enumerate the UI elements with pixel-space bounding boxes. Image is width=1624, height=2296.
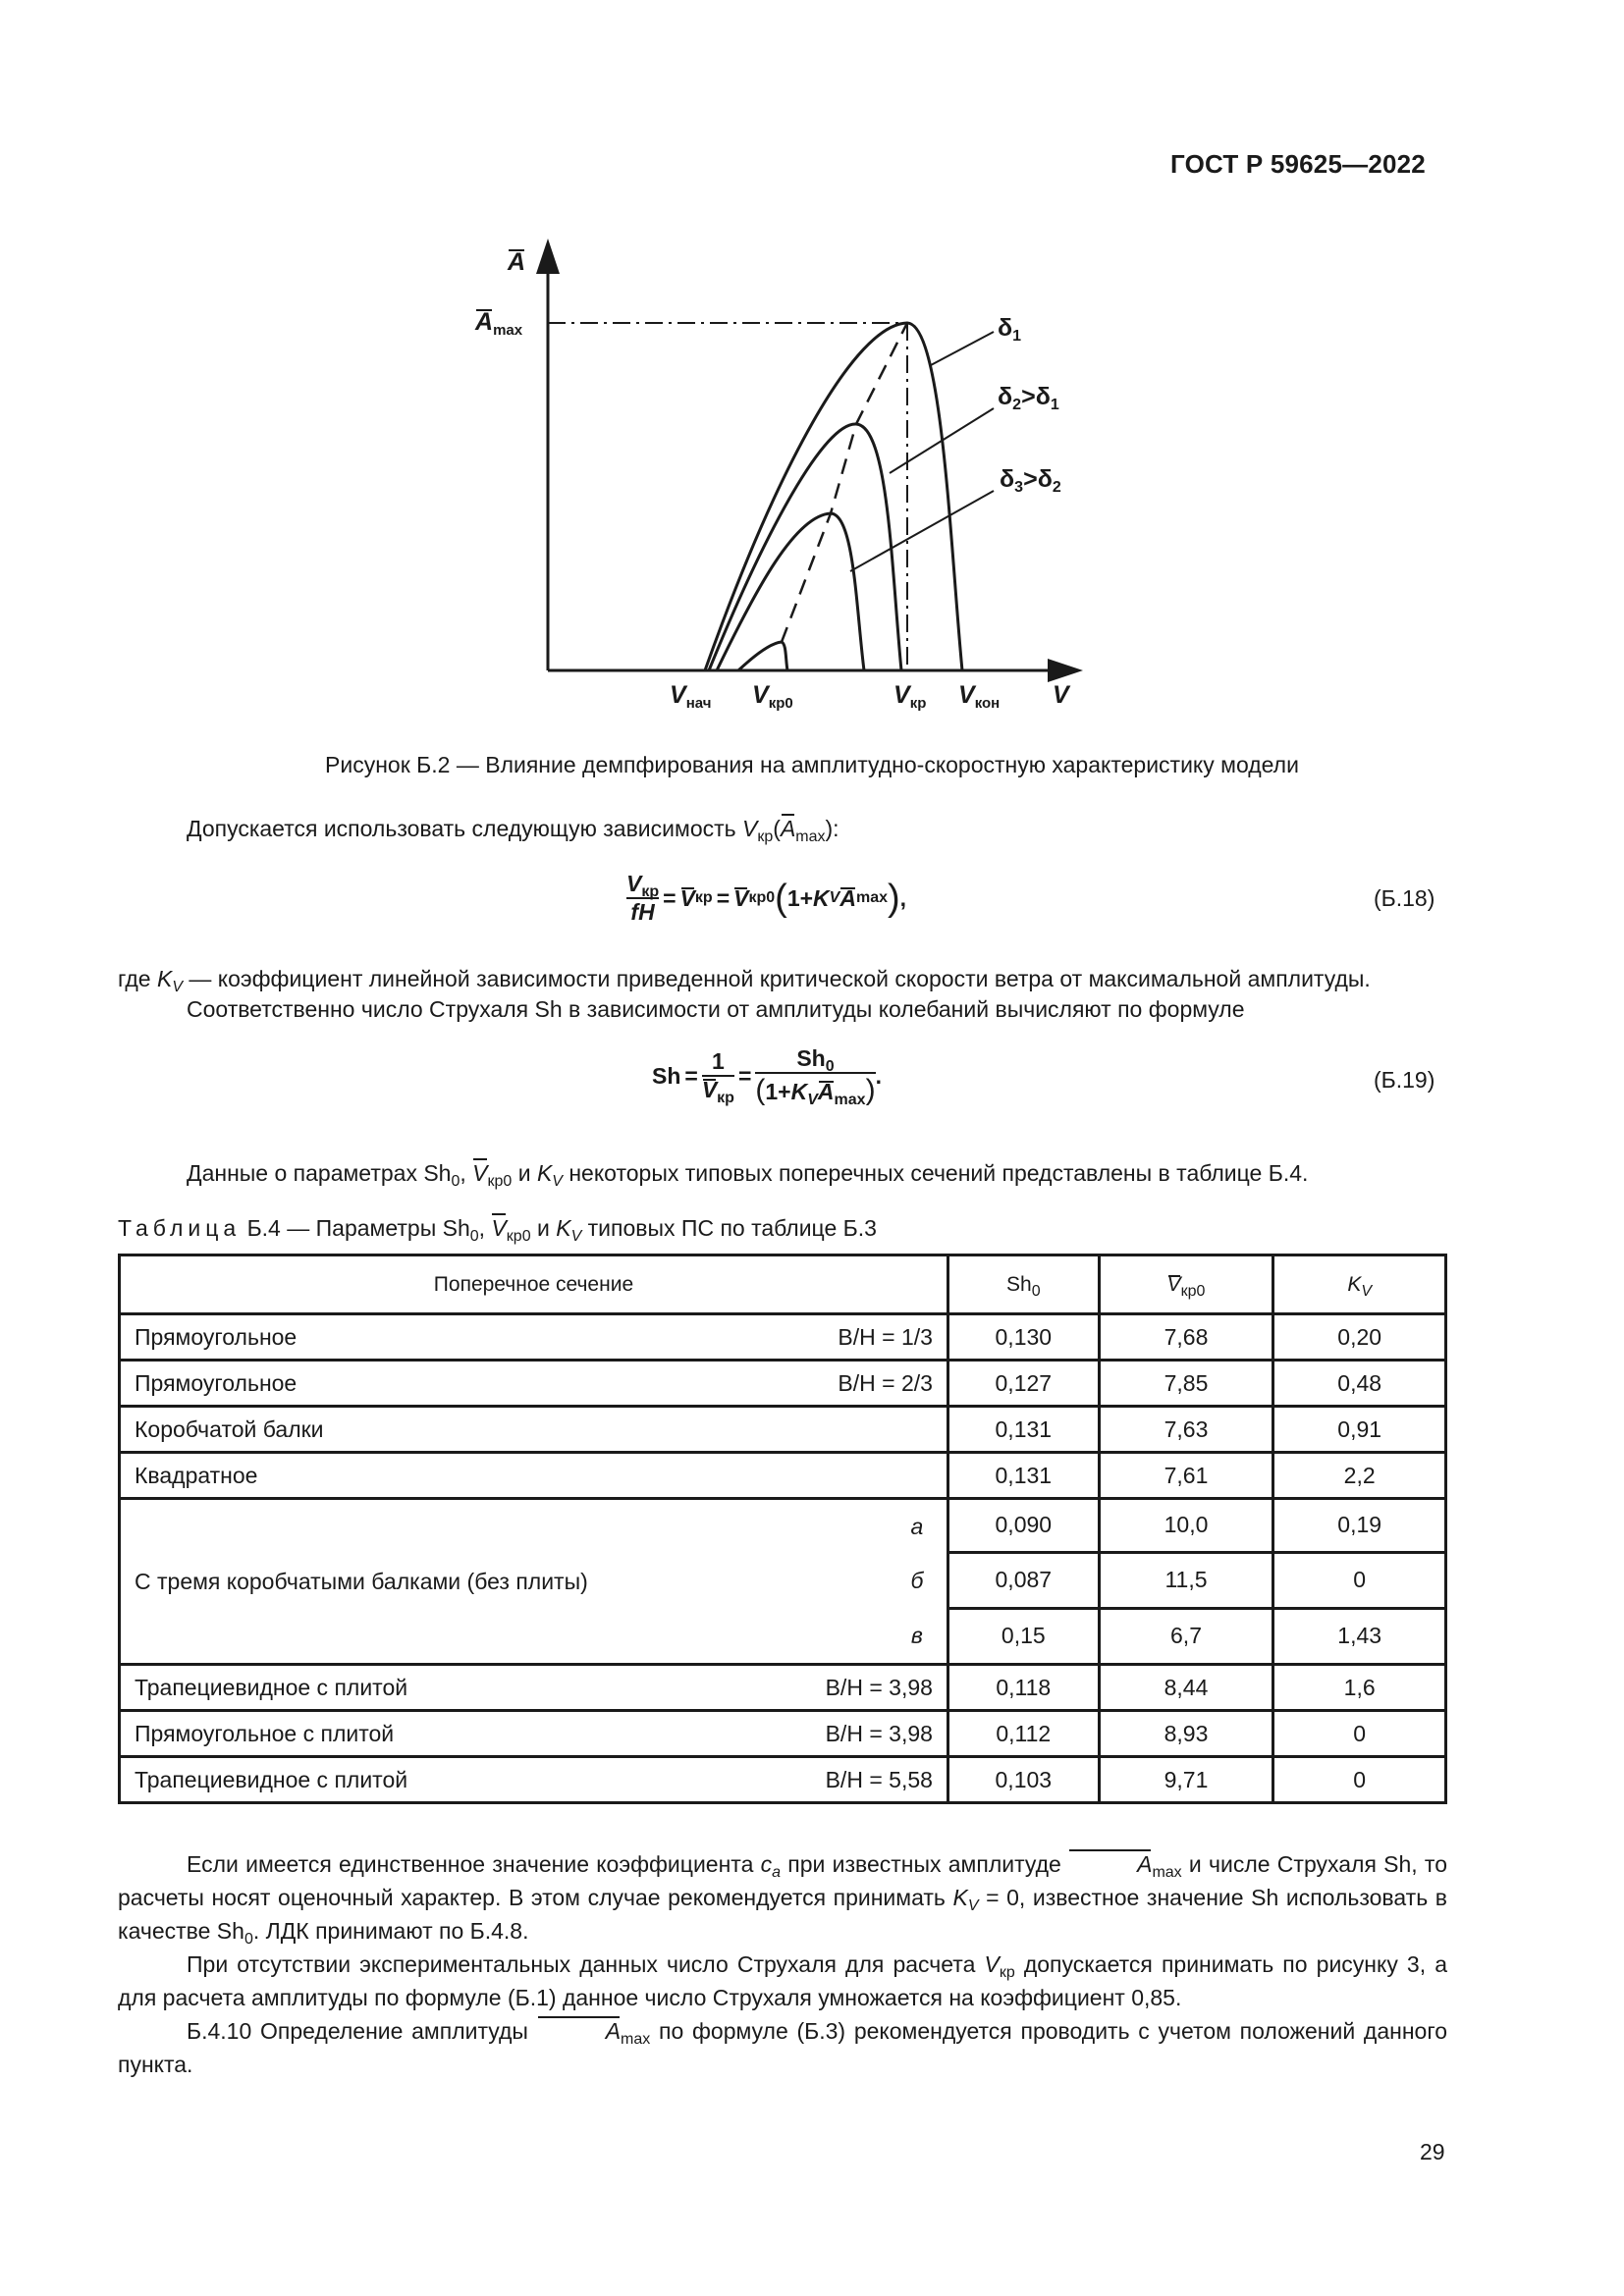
x-tick-v-start: $V_{нач}$	[670, 681, 712, 712]
curve-label-delta2: $\delta_2>\delta_1$	[998, 383, 1059, 413]
x-tick-v-kr0: $V_{кр0}$	[752, 681, 793, 712]
cell-kv: 0	[1273, 1711, 1446, 1757]
table-header-row	[120, 1255, 1446, 1314]
cell-sh0: 0,131	[947, 1407, 1099, 1453]
x-axis-label: V	[1053, 681, 1069, 709]
cell-sh0: 0,090	[947, 1499, 1099, 1553]
paragraph-dependency-intro: Допускается использовать следующую зависимость $V_{кр}(A_{max})$:	[187, 812, 839, 845]
subrow-label: б	[910, 1567, 924, 1593]
cell-kv: 0,91	[1273, 1407, 1446, 1453]
cell-sh0: 0,15	[947, 1608, 1099, 1664]
curve-label-delta3: $\delta_3>\delta_2$	[1000, 465, 1061, 496]
cell-section: Коробчатой балки	[120, 1407, 948, 1453]
subrow-label: в	[910, 1622, 923, 1648]
table-row	[120, 1407, 1446, 1453]
paragraph-table-reference: Данные о параметрах $Sh_0$, $V_{кр0}$ и $K_V$ некоторых типовых поперечных сечений представлены в таблице Б.4.	[187, 1156, 1308, 1190]
subrow-label: а	[910, 1513, 924, 1539]
table-row	[120, 1757, 1446, 1803]
leader-delta1	[931, 332, 994, 365]
cell-section: Квадратное	[120, 1453, 948, 1499]
cell-vkr0: 8,93	[1099, 1711, 1273, 1757]
table-row	[120, 1314, 1446, 1361]
formula-b19-number: (Б.19)	[1374, 1067, 1435, 1093]
cell-sh0: 0,087	[947, 1552, 1099, 1608]
cell-section: Прямоугольное с плитой B/H = 3,98	[120, 1711, 948, 1757]
formula-b18: $\frac{V_{кр}}{fH}$ = V кр = V кр0 ( 1+ K V A max ) ,	[626, 871, 907, 925]
cell-kv: 0,48	[1273, 1361, 1446, 1407]
page-number: 29	[1420, 2139, 1445, 2164]
cell-vkr0: 10,0	[1099, 1499, 1273, 1553]
paragraph-single-coefficient: Если имеется единственное значение коэффициента $c_a$ при известных амплитуде $A_{max}$ и числе Струхаля Sh, то расчеты носят оценочный характер. В этом случае рекомендуется принимать $K_V = 0$, известное значение Sh использовать в качестве $Sh_0$. ЛДК принимают по Б.4.8.	[118, 1847, 1447, 1948]
cell-kv: 0	[1273, 1757, 1446, 1803]
table-title: Таблица Б.4 — Параметры $Sh_0$, $V_{кр0}$ и $K_V$ типовых ПС по таблице Б.3	[118, 1211, 877, 1245]
formula-b19: Sh = $\frac{1}{V_{кр}}$ = $\frac{Sh_0}{(1+K_VA_{max})}$ .	[652, 1044, 882, 1108]
table-row	[120, 1453, 1446, 1499]
cell-vkr0: 9,71	[1099, 1757, 1273, 1803]
cell-section-group	[120, 1499, 948, 1665]
header-sh0: $Sh_0$	[947, 1255, 1099, 1314]
cell-vkr0: 6,7	[1099, 1608, 1273, 1664]
paragraph-strouhal-intro: Соответственно число Струхаля Sh в зависимости от амплитуды колебаний вычисляют по формуле	[187, 996, 1245, 1022]
cell-kv: 0,20	[1273, 1314, 1446, 1361]
cell-sh0: 0,118	[947, 1665, 1099, 1711]
cell-vkr0: 11,5	[1099, 1552, 1273, 1608]
table-row	[120, 1665, 1446, 1711]
cell-vkr0: 7,68	[1099, 1314, 1273, 1361]
leader-delta3	[850, 491, 994, 571]
header-kv: $K_V$	[1273, 1255, 1446, 1314]
paragraph-b4-10: Б.4.10 Определение амплитуды $A_{max}$ по формуле (Б.3) рекомендуется проводить с учетом положений данного пункта.	[118, 2014, 1447, 2081]
formula-b18-number: (Б.18)	[1374, 885, 1435, 911]
figure-b2-chart	[0, 0, 1624, 746]
cell-sh0: 0,112	[947, 1711, 1099, 1757]
cell-sh0: 0,103	[947, 1757, 1099, 1803]
cell-vkr0: 7,63	[1099, 1407, 1273, 1453]
cell-kv: 0	[1273, 1552, 1446, 1608]
cell-vkr0: 8,44	[1099, 1665, 1273, 1711]
parameters-table	[118, 1254, 1447, 1804]
cell-sh0: 0,130	[947, 1314, 1099, 1361]
cell-sh0: 0,131	[947, 1453, 1099, 1499]
table-row	[120, 1499, 1446, 1553]
cell-vkr0: 7,61	[1099, 1453, 1273, 1499]
y-axis-label: A	[508, 248, 526, 276]
curve-small	[738, 642, 787, 670]
figure-caption: Рисунок Б.2 — Влияние демпфирования на амплитудно-скоростную характеристику модели	[325, 752, 1299, 777]
paragraph-kv-definition: где $K_V$ — коэффициент линейной зависимости приведенной критической скорости ветра от максимальной амплитуды.	[118, 966, 1371, 995]
group-name: С тремя коробчатыми балками (без плиты)	[135, 1568, 588, 1594]
cell-section: Трапециевидное с плитой B/H = 3,98	[120, 1665, 948, 1711]
paragraph-no-experimental-data: При отсутствии экспериментальных данных число Струхаля для расчета $V_{кр}$ допускается принимать по рисунку 3, а для расчета амплитуды по формуле (Б.1) данное число Струхаля умножается на коэффициент 0,85.	[118, 1951, 1447, 2010]
x-tick-v-kr: $V_{кр}$	[893, 681, 927, 712]
cell-sh0: 0,127	[947, 1361, 1099, 1407]
header-vkr0: $V_{кр0}$	[1099, 1255, 1273, 1314]
curve-delta2	[709, 424, 901, 670]
table-row	[120, 1711, 1446, 1757]
leader-delta2	[890, 408, 994, 473]
cell-kv: 0,19	[1273, 1499, 1446, 1553]
cell-kv: 1,6	[1273, 1665, 1446, 1711]
cell-vkr0: 7,85	[1099, 1361, 1273, 1407]
cell-section: Прямоугольное B/H = 2/3	[120, 1361, 948, 1407]
cell-kv: 1,43	[1273, 1608, 1446, 1664]
cell-section: Прямоугольное B/H = 1/3	[120, 1314, 948, 1361]
header-section: Поперечное сечение	[120, 1255, 948, 1314]
curve-delta3	[717, 513, 864, 670]
document-standard-number: ГОСТ Р 59625—2022	[1170, 149, 1426, 179]
curve-label-delta1: $\delta_1$	[998, 314, 1022, 345]
table-row	[120, 1361, 1446, 1407]
cell-section: Трапециевидное с плитой B/H = 5,58	[120, 1757, 948, 1803]
cell-kv: 2,2	[1273, 1453, 1446, 1499]
a-max-label: $A_{max}$	[475, 308, 523, 339]
x-tick-v-end: $V_{кон}$	[958, 681, 1001, 712]
